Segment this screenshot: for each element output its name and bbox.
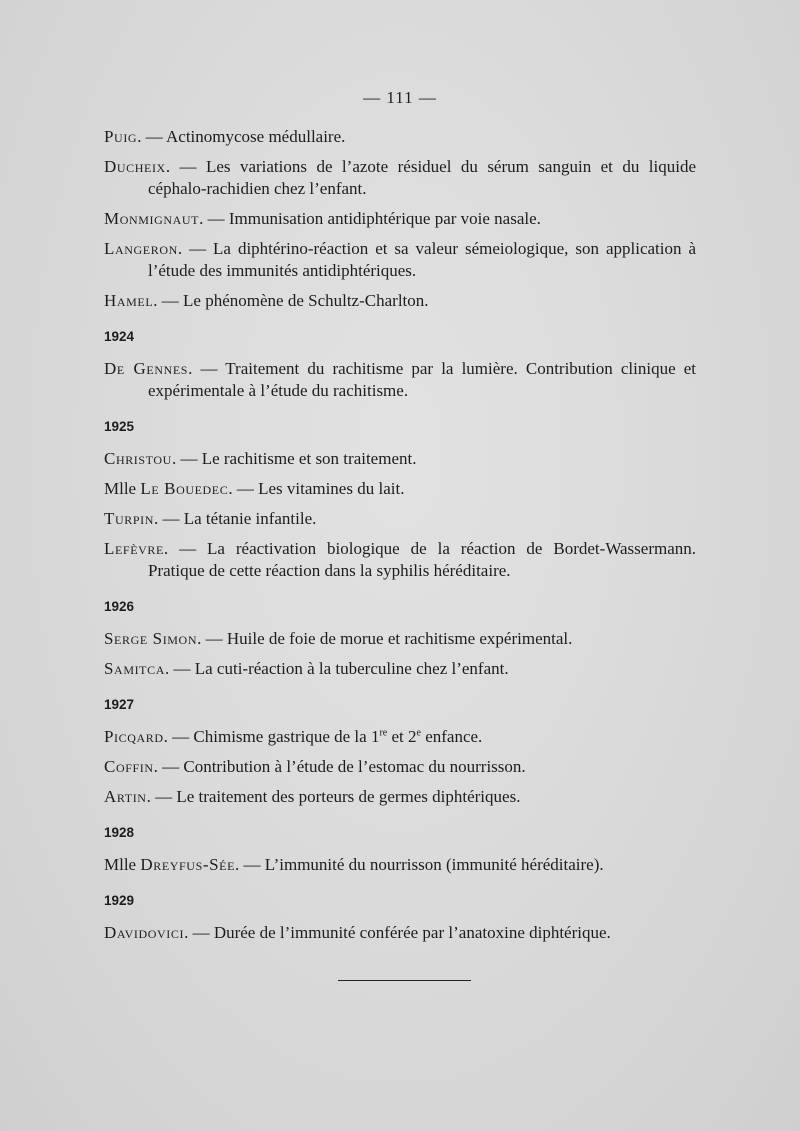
entry-author: Le Bouedec bbox=[140, 479, 229, 498]
entry-title: Les variations de l’azote résiduel du sérum sanguin et du liquide céphalo-rachidien chez l’enfant. bbox=[148, 157, 697, 198]
entry-author: Puig bbox=[104, 127, 138, 146]
entry-title: Traitement du rachitisme par la lumière. Contribution clinique et expérimentale à l’étude du rachitisme. bbox=[148, 359, 696, 400]
bibliography-entry: Picqard. — Chimisme gastrique de la 1re et 2e enfance. bbox=[104, 727, 483, 746]
entry-title: Huile de foie de morue et rachitisme expérimental. bbox=[226, 629, 573, 648]
entry-prefix: Mlle bbox=[104, 479, 141, 498]
entry-author: Artin bbox=[104, 787, 147, 806]
entry-author: Ducheix bbox=[104, 157, 166, 176]
entry-title: Le phénomène de Schultz-Charlton. bbox=[183, 291, 429, 310]
entry-author: Hamel bbox=[104, 291, 154, 310]
year-heading: 1929 bbox=[104, 893, 135, 908]
entry-author: Monmignaut bbox=[104, 209, 200, 228]
entry-title: Immunisation antidiphtérique par voie nasale. bbox=[228, 209, 541, 228]
bibliography-entry: Davidovici. — Durée de l’immunité conférée par l’anatoxine diphtérique. bbox=[104, 923, 611, 942]
entry-author: Serge Simon bbox=[104, 629, 198, 648]
bibliography-entry: Coffin. — Contribution à l’étude de l’estomac du nourrisson. bbox=[104, 757, 526, 776]
bibliography-entry: Turpin. — La tétanie infantile. bbox=[104, 509, 317, 528]
year-heading: 1924 bbox=[104, 329, 135, 344]
bibliography-entry: De Gennes. — Traitement du rachitisme par la lumière. Contribution clinique et expérimentale à l’étude du rachitisme. bbox=[104, 359, 696, 400]
entry-author: Lefèvre bbox=[104, 539, 164, 558]
bibliography-entry: Puig. — Actinomycose médullaire. bbox=[104, 127, 346, 146]
bibliography-entry: Hamel. — Le phénomène de Schultz-Charlton. bbox=[104, 291, 429, 310]
entry-title: Contribution à l’étude de l’estomac du nourrisson. bbox=[183, 757, 526, 776]
entry-author: Langeron bbox=[104, 239, 178, 258]
bibliography-entry: Langeron. — La diphtérino-réaction et sa valeur sémeiologique, son application à l’étude des immunités antidiphtériques. bbox=[104, 239, 696, 280]
entry-author: Davidovici bbox=[104, 923, 185, 942]
entry-title: La tétanie infantile. bbox=[183, 509, 317, 528]
entry-title: Les vitamines du lait. bbox=[258, 479, 405, 498]
entry-title: Le traitement des porteurs de germes diphtériques. bbox=[176, 787, 521, 806]
bibliography-entry: Christou. — Le rachitisme et son traitement. bbox=[104, 449, 417, 468]
entry-title: La diphtérino-réaction et sa valeur sémeiologique, son application à l’étude des immunités antidiphtériques. bbox=[148, 239, 696, 280]
bibliography-entry: Ducheix. — Les variations de l’azote résiduel du sérum sanguin et du liquide céphalo-rachidien chez l’enfant. bbox=[104, 157, 697, 198]
bibliography-entry: Serge Simon. — Huile de foie de morue et rachitisme expérimental. bbox=[104, 629, 573, 648]
entry-title: La réactivation biologique de la réaction de Bordet-Wassermann. Pratique de cette réaction dans la syphilis héréditaire. bbox=[148, 539, 697, 580]
entry-title: Le rachitisme et son traitement. bbox=[201, 449, 417, 468]
bibliography-entry: Lefèvre. — La réactivation biologique de la réaction de Bordet-Wassermann. Pratique de cette réaction dans la syphilis héréditaire. bbox=[104, 539, 697, 580]
year-heading: 1926 bbox=[104, 599, 135, 614]
year-heading: 1927 bbox=[104, 697, 135, 712]
bibliography-entry: Samitca. — La cuti-réaction à la tuberculine chez l’enfant. bbox=[104, 659, 509, 678]
entry-title: Durée de l’immunité conférée par l’anatoxine diphtérique. bbox=[213, 923, 611, 942]
year-heading: 1925 bbox=[104, 419, 135, 434]
entry-author: Picqard bbox=[104, 727, 164, 746]
bibliography-entry: Artin. — Le traitement des porteurs de germes diphtériques. bbox=[104, 787, 521, 806]
entry-author: Samitca bbox=[104, 659, 165, 678]
entry-author: Coffin bbox=[104, 757, 154, 776]
entry-author: De Gennes bbox=[104, 359, 189, 378]
entry-title: Chimisme gastrique de la 1re et 2e enfance. bbox=[193, 727, 483, 746]
end-rule-divider bbox=[338, 980, 471, 981]
bibliography-entry: Mlle Le Bouedec. — Les vitamines du lait. bbox=[104, 479, 405, 498]
year-heading: 1928 bbox=[104, 825, 135, 840]
bibliography-list bbox=[104, 126, 696, 952]
entry-prefix: Mlle bbox=[104, 855, 141, 874]
entry-title: La cuti-réaction à la tuberculine chez l’enfant. bbox=[194, 659, 509, 678]
entry-author: Dreyfus-Sée bbox=[140, 855, 236, 874]
entry-author: Christou bbox=[104, 449, 172, 468]
entry-title: Actinomycose médullaire. bbox=[166, 127, 346, 146]
bibliography-entry: Mlle Dreyfus-Sée. — L’immunité du nourrisson (immunité héréditaire). bbox=[104, 855, 604, 874]
entry-title: L’immunité du nourrisson (immunité héréditaire). bbox=[264, 855, 604, 874]
entry-author: Turpin bbox=[104, 509, 154, 528]
bibliography-entry: Monmignaut. — Immunisation antidiphtérique par voie nasale. bbox=[104, 209, 541, 228]
page-number: — 111 — bbox=[363, 88, 437, 107]
